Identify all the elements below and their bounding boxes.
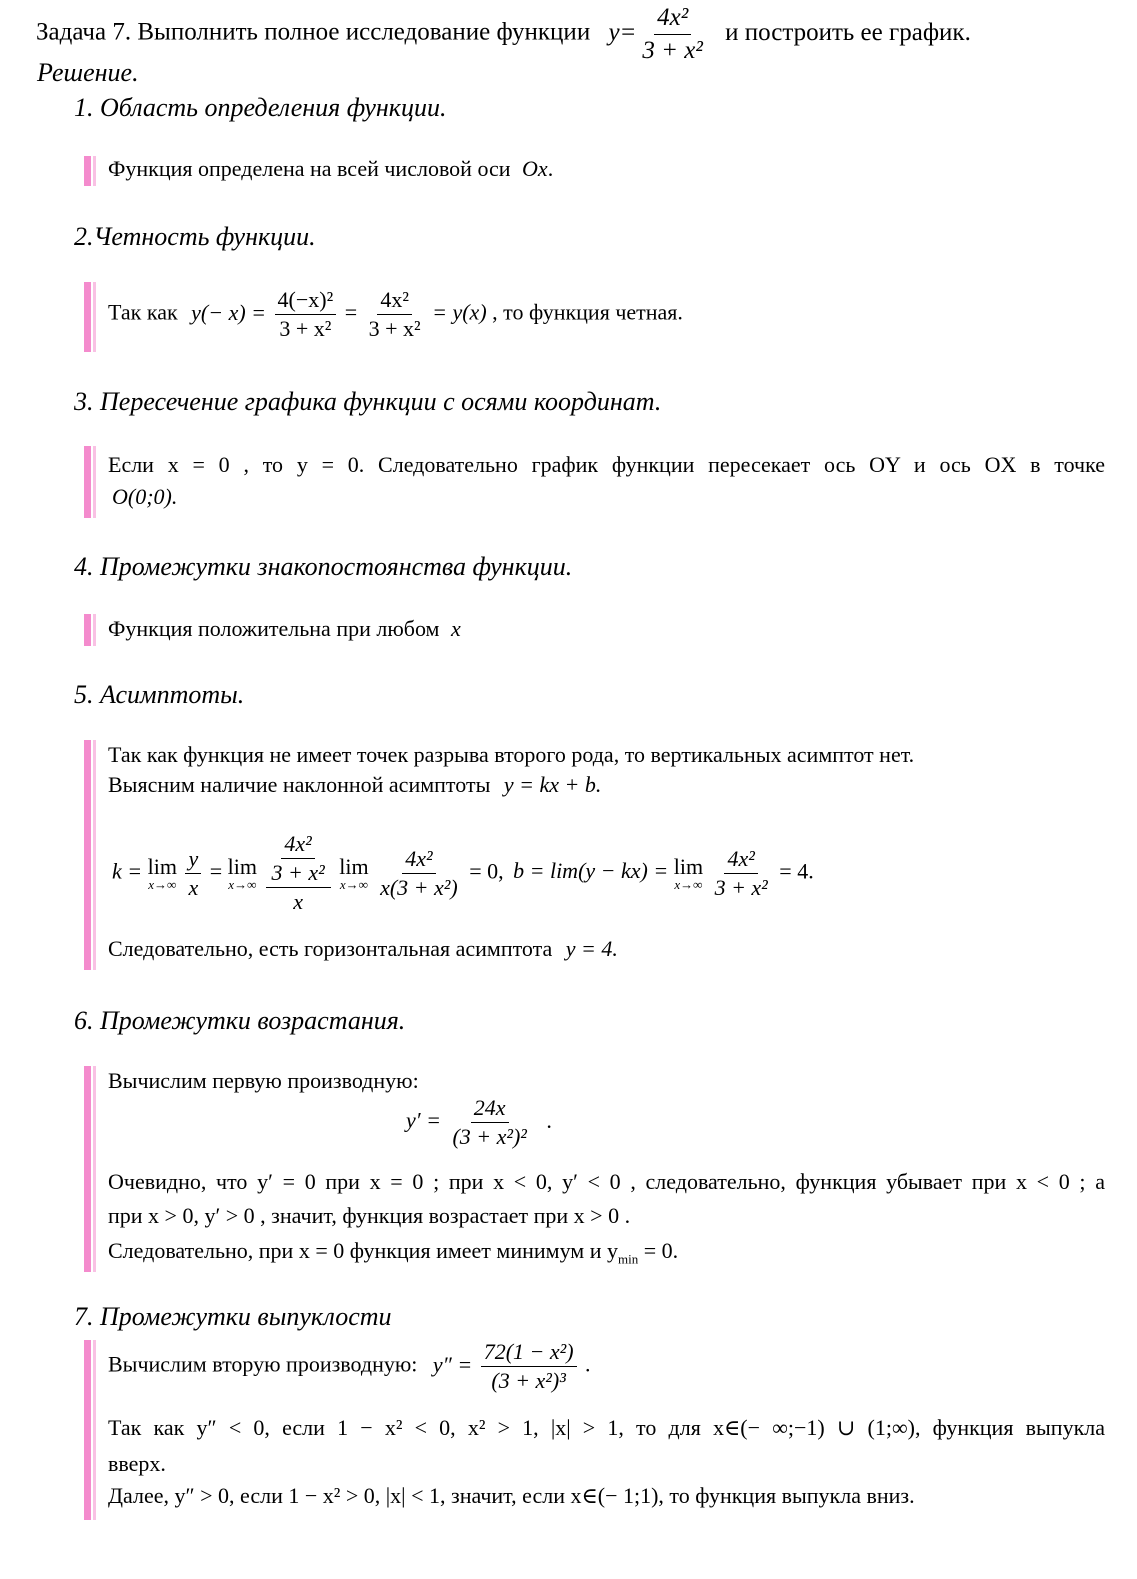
section-7-line-3: вверх.	[108, 1451, 166, 1476]
task-tail: и построить ее график.	[725, 18, 971, 46]
solution-label: Решение.	[37, 58, 139, 87]
section-3-line-2: O(0;0).	[112, 484, 178, 509]
section-1-text: Функция определена на всей числовой оси Ox.	[108, 156, 554, 181]
section-6-line-1: Вычислим первую производную:	[108, 1068, 419, 1093]
section-6-box	[84, 1066, 1105, 1272]
section-4-box	[84, 614, 1105, 646]
section-7-line-2: Так как y″ < 0, если 1 − x² < 0, x² > 1, |x| > 1, то для x∈(− ∞;−1) ∪ (1;∞), функция выпукла	[108, 1415, 1105, 1440]
section-7-box	[84, 1340, 1105, 1520]
section-1-box	[84, 156, 1105, 186]
task-title	[36, 4, 971, 64]
section-3-line-1: Если x = 0 , то y = 0. Следовательно график функции пересекает ось OY и ось OX в точке	[108, 452, 1105, 477]
section-3-box	[84, 446, 1105, 518]
margin-bar	[84, 446, 96, 518]
section-4-heading: 4. Промежутки знакопостоянства функции.	[74, 552, 573, 581]
margin-bar	[84, 1340, 96, 1520]
margin-bar	[84, 614, 96, 646]
section-6-heading: 6. Промежутки возрастания.	[74, 1006, 406, 1035]
func-lhs: y=	[608, 18, 637, 46]
margin-bar	[84, 282, 96, 352]
section-4-text: Функция положительна при любом x	[108, 616, 461, 641]
section-7-line-4: Далее, y″ > 0, если 1 − x² > 0, |x| < 1, значит, если x∈(− 1;1), то функция выпукла вниз.	[108, 1483, 915, 1508]
section-2-formula: Так как y(− x) = $\frac{\text{4(−x)²}}{\text{3 + x²}}$ = $\frac{\text{4x²}}{\text{3 + x²}}$ = y(x) , то функция четная.	[108, 287, 683, 342]
task-text: Выполнить полное исследование функции	[137, 18, 591, 46]
section-1-heading: 1. Область определения функции.	[74, 93, 447, 122]
section-2-box	[84, 282, 1105, 352]
section-6-line-4: Следовательно, при x = 0 функция имеет минимум и $y_{min} = 0$.	[108, 1238, 679, 1267]
section-6-line-3: при x > 0, y′ > 0 , значит, функция возрастает при x > 0 .	[108, 1203, 631, 1228]
func-fraction	[639, 4, 705, 64]
margin-bar	[84, 740, 96, 970]
section-5-line-1: Так как функция не имеет точек разрыва второго рода, то вертикальных асимптот нет.	[108, 742, 915, 767]
margin-bar	[84, 1066, 96, 1272]
section-5-box	[84, 740, 1105, 970]
section-6-derivative: y′ = $\frac{24x}{\text{(3 + x²)²}}$ .	[406, 1095, 552, 1150]
section-7-line-1: Вычислим вторую производную: y″ = $\frac{\text{72(1 − x²)}}{\text{(3 + x²)³}}$ .	[108, 1339, 591, 1394]
section-2-heading: 2.Четность функции.	[74, 222, 316, 251]
section-7-heading: 7. Промежутки выпуклости	[74, 1302, 392, 1331]
func-denominator: 3 + x²	[642, 36, 703, 64]
task-number: Задача 7.	[36, 18, 132, 46]
section-5-heading: 5. Асимптоты.	[74, 680, 245, 709]
section-5-line-2: Выясним наличие наклонной асимптоты y = kx + b.	[108, 772, 602, 797]
section-5-limits-formula: k = lim x→∞ $\frac{y}{x}$ = lim x→∞ $\frac{\frac{\text{4x²}}{\text{3 + x²}}}{x}$ lim x→∞ $\frac{\text{4x²}}{\text{x(3 + x²)}}$ = 0, b = lim(y − kx) = lim x→∞ $\frac{\text{4x²}}{\text{3 + x²}}$ = 4.	[112, 831, 814, 915]
func-numerator: 4x²	[654, 4, 691, 35]
section-6-line-2: Очевидно, что y′ = 0 при x = 0 ; при x < 0, y′ < 0 , следовательно, функция убывает при x < 0 ; а	[108, 1169, 1105, 1194]
margin-bar	[84, 156, 96, 186]
section-3-heading: 3. Пересечение графика функции с осями координат.	[74, 387, 662, 416]
section-5-conclusion: Следовательно, есть горизонтальная асимптота y = 4.	[108, 936, 618, 961]
